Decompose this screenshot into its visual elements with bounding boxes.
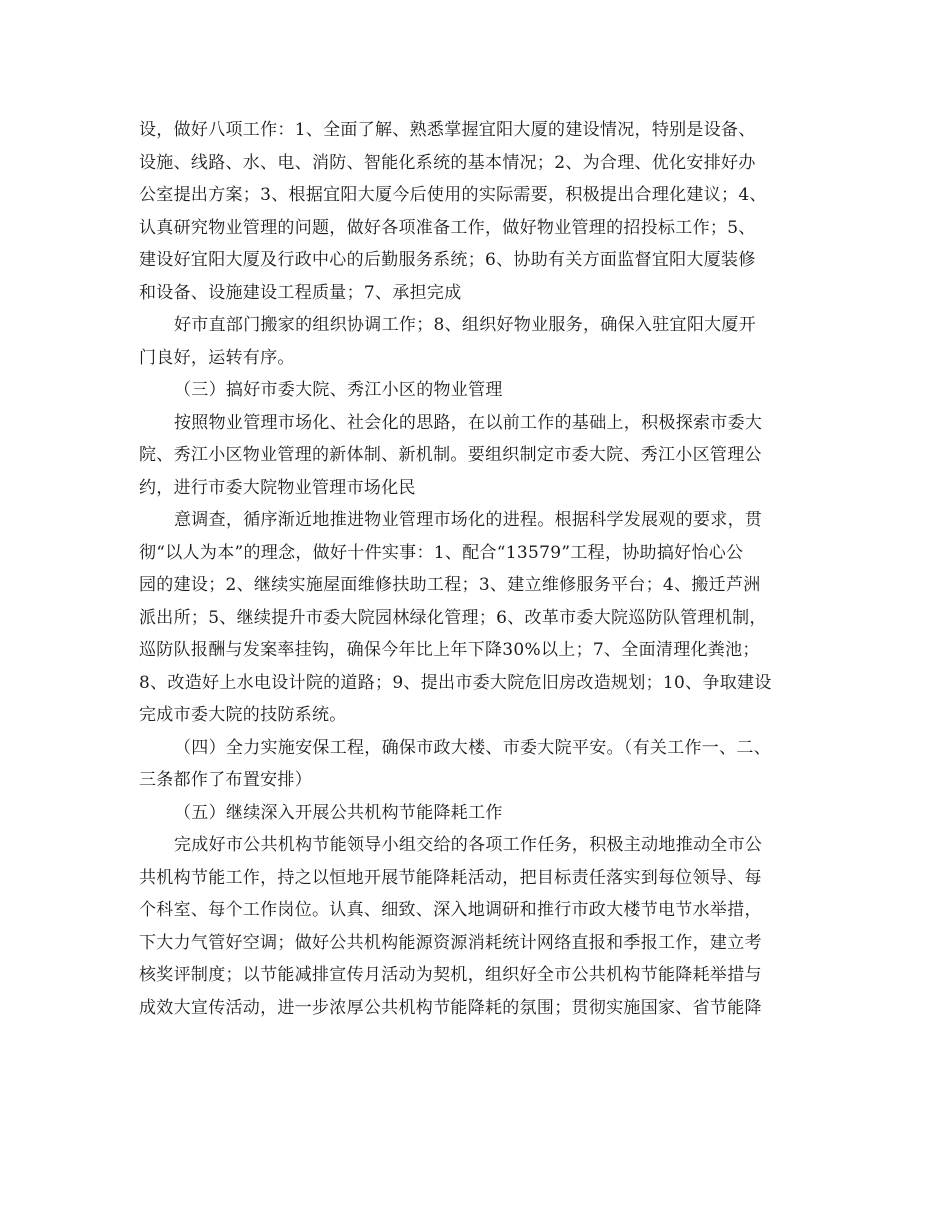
- section-heading: （五）继续深入开展公共机构节能降耗工作: [174, 802, 503, 823]
- section-heading: （四）全力实施安保工程，确保市政大楼、市委大院平安。（有关工作一、二、: [174, 737, 771, 758]
- section-heading: （三）搞好市委大院、秀江小区的物业管理: [174, 380, 503, 400]
- text-line: 院、秀江小区物业管理的新体制、新机制。要组织制定市委大院、秀江小区管理公: [139, 445, 762, 465]
- text-line: 意调查，循序渐近地推进物业管理市场化的进程。根据科学发展观的要求，贯: [174, 510, 763, 530]
- text-line: 建设好宜阳大厦及行政中心的后勤服务系统；6、协助有关方面监督宜阳大厦装修: [139, 250, 756, 270]
- text-line: 园的建设；2、继续实施屋面维修扶助工程；3、建立维修服务平台；4、搬迁芦洲: [139, 575, 761, 595]
- text-line: 公室提出方案；3、根据宜阳大厦今后使用的实际需要，积极提出合理化建议；4、: [139, 185, 767, 205]
- text-line: 门良好，运转有序。: [139, 347, 295, 368]
- text-line: 完成好市公共机构节能领导小组交给的各项工作任务，积极主动地推动全市公: [174, 835, 763, 855]
- text-line: 彻“以人为本”的理念，做好十件实事：1、配合“13579”工程，协助搞好怡心公: [139, 542, 744, 563]
- text-line: 派出所；5、继续提升市委大院园林绿化管理；6、改革市委大院巡防队管理机制，: [139, 607, 767, 628]
- text-line: 约，进行市委大院物业管理市场化民: [139, 477, 416, 498]
- text-line: 个科室、每个工作岗位。认真、细致、深入地调研和推行市政大楼节电节水举措，: [139, 900, 762, 920]
- text-line: 完成市委大院的技防系统。: [139, 705, 347, 725]
- text-line: 8、改造好上水电设计院的道路；9、提出市委大院危旧房改造规划；10、争取建设: [139, 672, 772, 693]
- text-line: 下大力气管好空调；做好公共机构能源资源消耗统计网络直报和季报工作，建立考: [139, 932, 762, 953]
- text-line: 和设备、设施建设工程质量；7、承担完成: [139, 282, 462, 303]
- text-line: 认真研究物业管理的问题，做好各项准备工作，做好物业管理的招投标工作；5、: [139, 217, 756, 238]
- text-line: 成效大宣传活动，进一步浓厚公共机构节能降耗的氛围；贯彻实施国家、省节能降: [139, 997, 762, 1018]
- text-line: 按照物业管理市场化、社会化的思路，在以前工作的基础上，积极探索市委大: [174, 412, 763, 433]
- text-line: 设施、线路、水、电、消防、智能化系统的基本情况；2、为合理、优化安排好办: [139, 152, 756, 173]
- text-line: 设，做好八项工作：1、全面了解、熟悉掌握宜阳大厦的建设情况，特别是设备、: [139, 120, 756, 140]
- text-line: 共机构节能工作，持之以恒地开展节能降耗活动，把目标责任落实到每位领导、每: [139, 867, 762, 888]
- text-line: 巡防队报酬与发案率挂钩，确保今年比上年下降30%以上；7、全面清理化粪池；: [139, 640, 760, 660]
- text-line: 好市直部门搬家的组织协调工作；8、组织好物业服务，确保入驻宜阳大厦开: [174, 315, 757, 335]
- document-body: [139, 114, 839, 1024]
- text-line: 三条都作了布置安排）: [139, 770, 312, 790]
- text-line: 核奖评制度；以节能减排宣传月活动为契机，组织好全市公共机构节能降耗举措与: [139, 965, 762, 985]
